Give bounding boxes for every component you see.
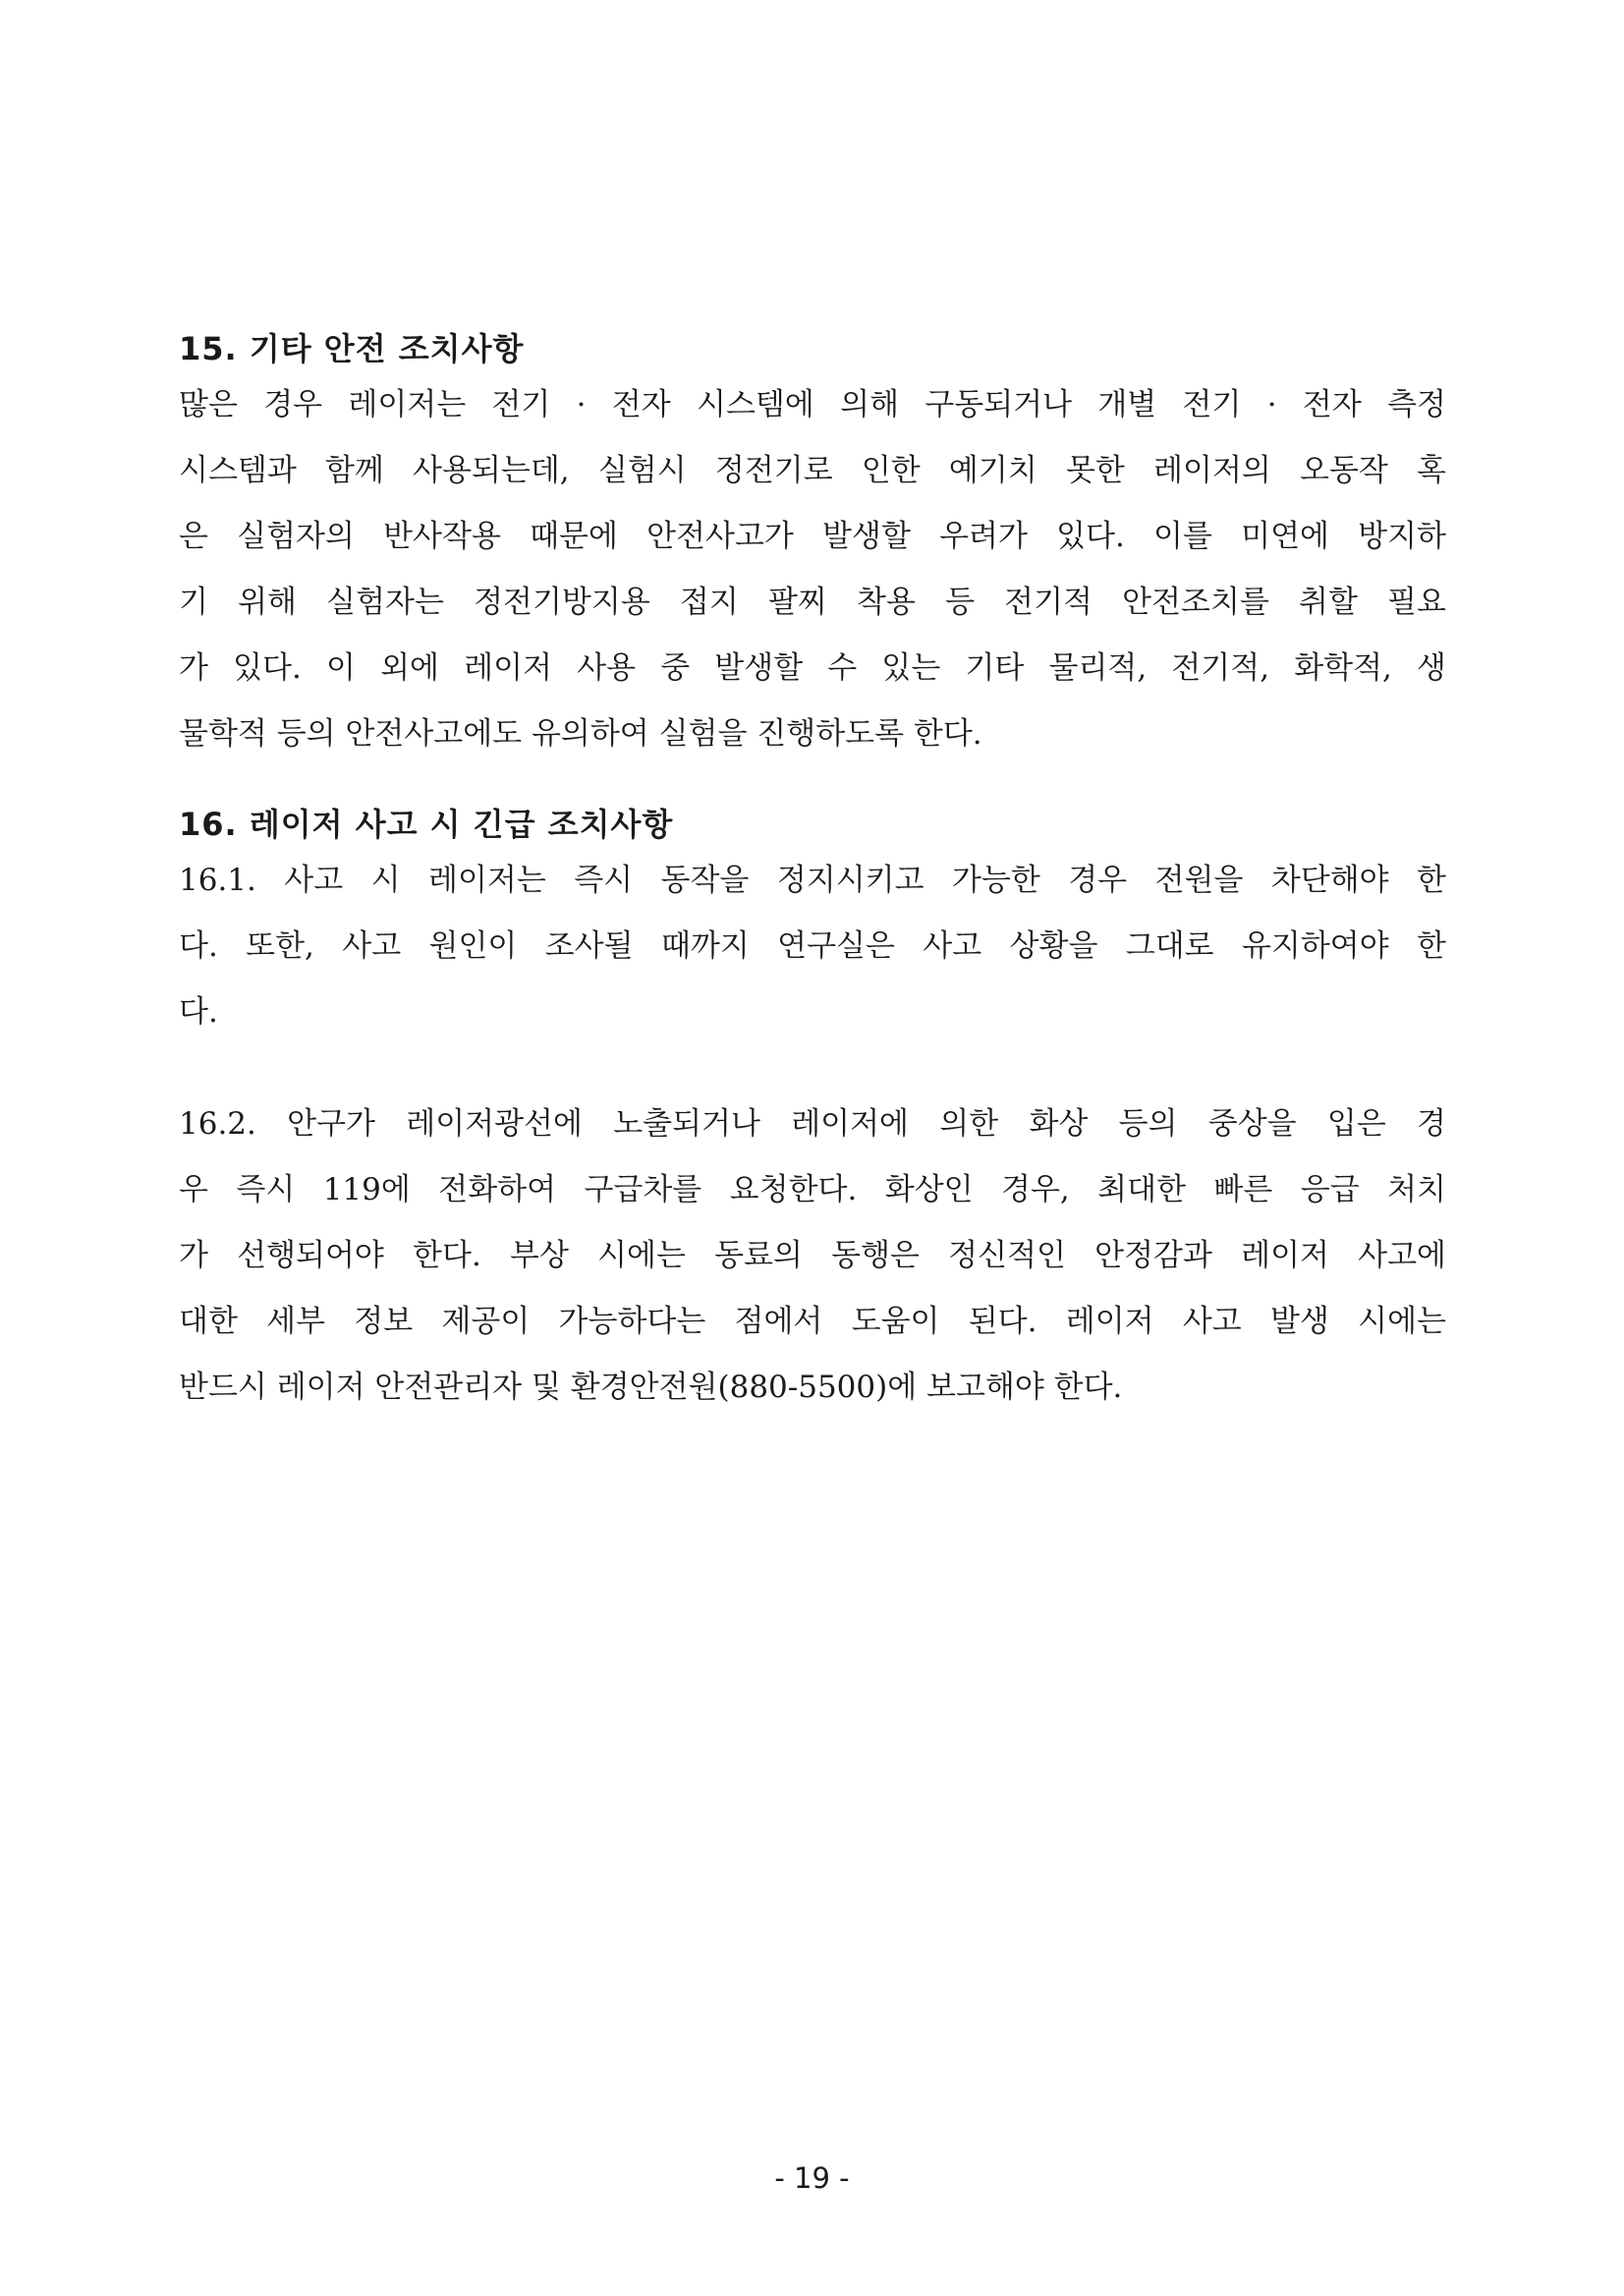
section-16-1-line: 다. [179,994,218,1030]
section-15-line: 많은 경우 레이저는 전기 · 전자 시스템에 의해 구동되거나 개별 전기 · 전자 측정 [179,387,1446,422]
section-15-heading: 15. 기타 안전 조치사항 [179,330,525,367]
section-15-line: 기 위해 실험자는 정전기방지용 접지 팔찌 착용 등 전기적 안전조치를 취할 필요 [179,585,1446,620]
section-16-2-line: 가 선행되어야 한다. 부상 시에는 동료의 동행은 정신적인 안정감과 레이저 사고에 [179,1238,1446,1273]
section-16-2-line: 우 즉시 119에 전화하여 구급차를 요청한다. 화상인 경우, 최대한 빠른 응급 처치 [179,1172,1446,1207]
section-16-2-line: 16.2. 안구가 레이저광선에 노출되거나 레이저에 의한 화상 등의 중상을 입은 경 [179,1106,1446,1142]
page-number: - 19 - [774,2161,850,2195]
section-16-2-line: 대한 세부 정보 제공이 가능하다는 점에서 도움이 된다. 레이저 사고 발생 시에는 [179,1304,1446,1339]
section-15-line: 시스템과 함께 사용되는데, 실험시 정전기로 인한 예기치 못한 레이저의 오동작 혹 [179,453,1446,488]
section-16-2-line: 반드시 레이저 안전관리자 및 환경안전원(880-5500)에 보고해야 한다. [179,1370,1123,1405]
section-15-line: 물학적 등의 안전사고에도 유의하여 실험을 진행하도록 한다. [179,716,982,752]
section-16-1-line: 16.1. 사고 시 레이저는 즉시 동작을 정지시키고 가능한 경우 전원을 차단해야 한 [179,863,1446,898]
section-16-1-line: 다. 또한, 사고 원인이 조사될 때까지 연구실은 사고 상황을 그대로 유지하여야 한 [179,928,1446,964]
section-15-line: 은 실험자의 반사작용 때문에 안전사고가 발생할 우려가 있다. 이를 미연에 방지하 [179,519,1446,554]
section-15-line: 가 있다. 이 외에 레이저 사용 중 발생할 수 있는 기타 물리적, 전기적, 화학적, 생 [179,650,1446,686]
section-16-heading: 16. 레이저 사고 시 긴급 조치사항 [179,806,674,843]
